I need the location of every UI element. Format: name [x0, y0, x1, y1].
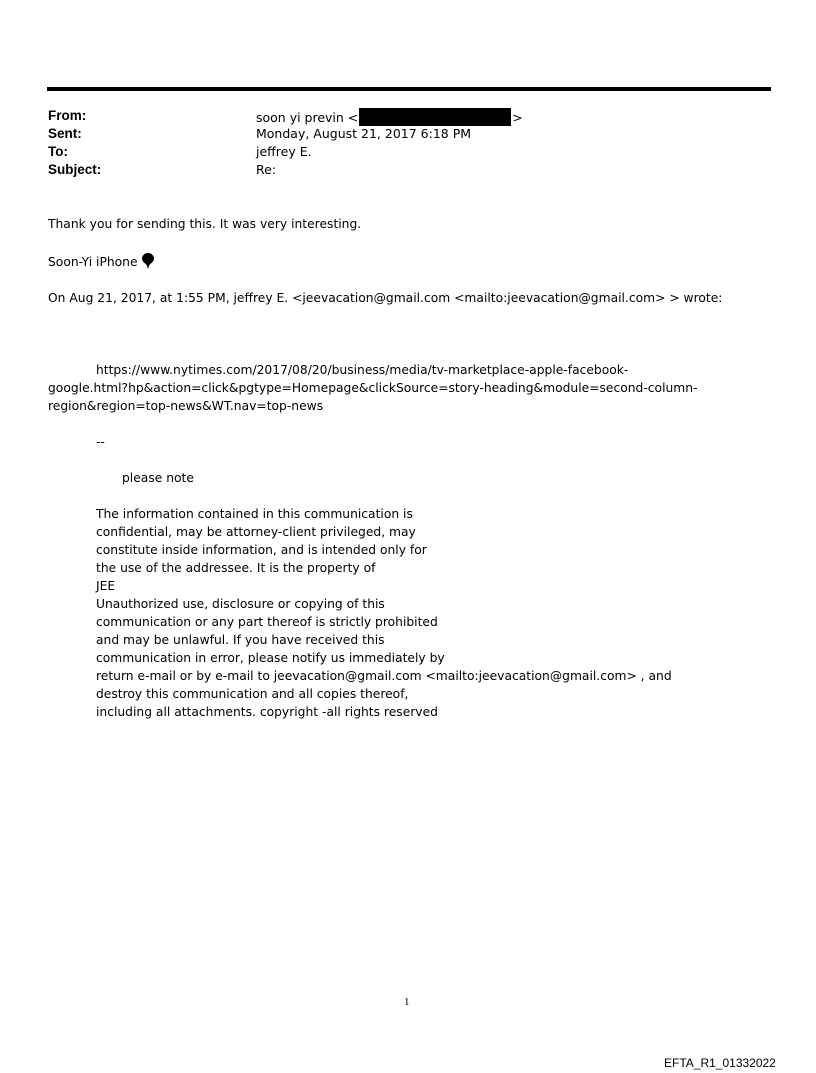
disclaimer-line: The information contained in this communication is — [96, 507, 413, 521]
redaction-box — [359, 108, 511, 126]
sent-label: Sent: — [48, 126, 82, 141]
disclaimer-line: return e-mail or by e-mail to jeevacation@gmail.com <mailto:jeevacation@gmail.com> , and — [96, 669, 672, 683]
disclaimer-line: constitute inside information, and is intended only for — [96, 543, 427, 557]
to-value: jeffrey E. — [256, 144, 312, 159]
disclaimer-line: destroy this communication and all copies thereof, — [96, 687, 409, 701]
message-line: Thank you for sending this. It was very interesting. — [48, 217, 362, 231]
disclaimer-line: JEE — [96, 579, 116, 593]
map-pin-icon — [142, 253, 154, 269]
header-rule — [47, 87, 771, 91]
from-close: > — [512, 110, 523, 125]
disclaimer-line: communication or any part thereof is strictly prohibited — [96, 615, 438, 629]
disclaimer-line: including all attachments. copyright -all rights reserved — [96, 705, 438, 719]
disclaimer-line: communication in error, please notify us immediately by — [96, 651, 445, 665]
from-value — [256, 108, 523, 126]
to-label: To: — [48, 144, 68, 159]
page-number: 1 — [404, 996, 410, 1008]
disclaimer-line: and may be unlawful. If you have received this — [96, 633, 385, 647]
sent-value: Monday, August 21, 2017 6:18 PM — [256, 126, 472, 141]
disclaimer-line: the use of the addressee. It is the property of — [96, 561, 376, 575]
document-id: EFTA_R1_01332022 — [664, 1056, 776, 1070]
quote-intro: On Aug 21, 2017, at 1:55 PM, jeffrey E. <jeevacation@gmail.com <mailto:jeevacation@gmail.com> > wrote: — [48, 291, 723, 305]
disclaimer-line: confidential, may be attorney-client privileged, may — [96, 525, 416, 539]
subject-label: Subject: — [48, 162, 102, 177]
please-note: please note — [122, 471, 194, 485]
url-line[interactable]: https://www.nytimes.com/2017/08/20/business/media/tv-marketplace-apple-facebook- — [96, 363, 629, 377]
signature-dashes: -- — [96, 435, 105, 449]
signature — [48, 253, 154, 271]
from-label: From: — [48, 108, 87, 123]
from-name: soon yi previn < — [256, 110, 359, 125]
subject-value: Re: — [256, 162, 277, 177]
signature-text: Soon-Yi iPhone — [48, 255, 138, 269]
disclaimer-line: Unauthorized use, disclosure or copying of this — [96, 597, 385, 611]
url-line[interactable]: region&region=top-news&WT.nav=top-news — [48, 399, 324, 413]
url-line[interactable]: google.html?hp&action=click&pgtype=Homepage&clickSource=story-heading&module=second-column- — [48, 381, 698, 395]
